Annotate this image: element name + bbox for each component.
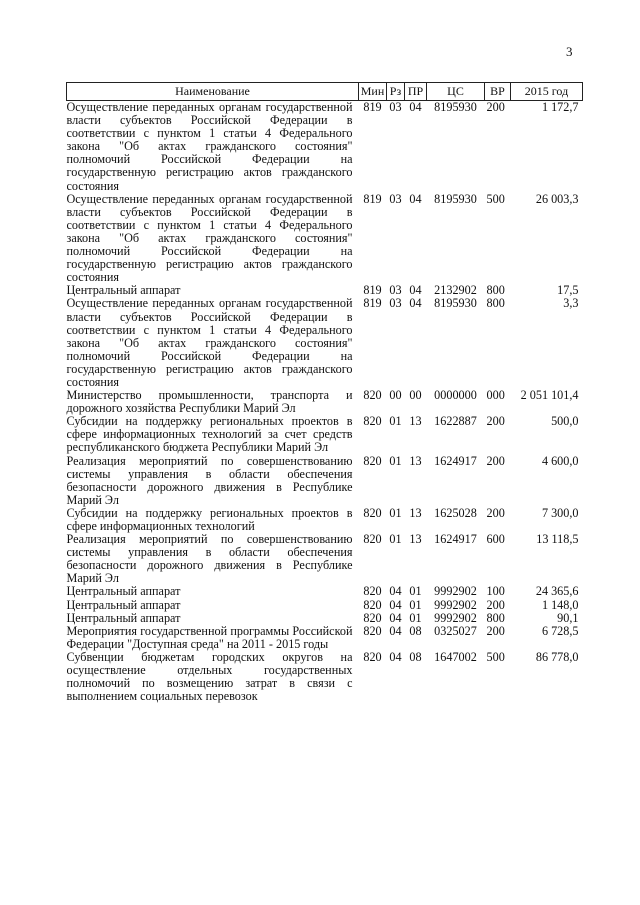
row-name: Осуществление переданных органам государственной власти субъектов Российской Федерации в соответствии с пунктом 1 статьи 4 Федерального закона "Об актах гражданского состояния" полномочий Российской Федерации на государственную регистрацию актов гражданского состояния bbox=[66, 296, 353, 389]
row-name: Центральный аппарат bbox=[66, 610, 181, 625]
row-sum: 17,5 bbox=[557, 283, 579, 298]
row-pr: 13 bbox=[409, 505, 422, 520]
row-sum: 3,3 bbox=[563, 296, 579, 311]
row-min: 820 bbox=[363, 623, 382, 638]
row-rz: 00 bbox=[389, 388, 402, 403]
row-min: 819 bbox=[363, 100, 382, 114]
table-row bbox=[67, 455, 583, 507]
row-vr: 200 bbox=[486, 505, 505, 520]
row-min: 819 bbox=[363, 283, 382, 298]
row-min: 820 bbox=[363, 597, 382, 612]
row-sum: 500,0 bbox=[551, 414, 579, 429]
row-min: 820 bbox=[363, 584, 382, 599]
row-name: Реализация мероприятий по совершенствованию системы управления в области обеспечения безопасности дорожного движения в Республике Марий Эл bbox=[66, 453, 353, 507]
row-min: 819 bbox=[363, 296, 382, 311]
budget-table bbox=[66, 82, 583, 703]
row-min: 820 bbox=[363, 414, 382, 429]
row-rz: 04 bbox=[389, 623, 402, 638]
table-row bbox=[67, 651, 583, 703]
row-min: 820 bbox=[363, 388, 382, 403]
row-sum: 7 300,0 bbox=[541, 505, 579, 520]
row-cs: 0000000 bbox=[434, 388, 477, 403]
row-name: Осуществление переданных органам государственной власти субъектов Российской Федерации в соответствии с пунктом 1 статьи 4 Федерального закона "Об актах гражданского состояния" полномочий Российской Федерации на государственную регистрацию актов гражданского состояния bbox=[66, 191, 353, 285]
row-pr: 13 bbox=[409, 532, 422, 547]
header-pr: ПР bbox=[405, 83, 427, 101]
row-pr: 08 bbox=[409, 649, 422, 664]
row-sum: 86 778,0 bbox=[535, 649, 579, 664]
row-rz: 03 bbox=[389, 283, 402, 298]
row-name: Центральный аппарат bbox=[66, 597, 181, 612]
row-sum: 13 118,5 bbox=[536, 532, 579, 547]
row-rz: 04 bbox=[389, 584, 402, 599]
row-sum: 90,1 bbox=[557, 610, 579, 625]
header-name: Наименование bbox=[67, 83, 359, 101]
row-min: 820 bbox=[363, 505, 382, 520]
row-name: Субвенции бюджетам городских округов на осуществление отдельных государственных полномочий по возмещению затрат в связи с выполнением социальных перевозок bbox=[66, 649, 353, 704]
table-row bbox=[67, 599, 583, 612]
row-vr: 800 bbox=[486, 283, 505, 298]
row-cs: 8195930 bbox=[434, 296, 477, 311]
row-vr: 200 bbox=[486, 100, 505, 114]
row-cs: 8195930 bbox=[434, 100, 477, 114]
row-pr: 08 bbox=[409, 623, 422, 638]
row-sum: 24 365,6 bbox=[535, 584, 579, 599]
header-vr: ВР bbox=[485, 83, 511, 101]
row-cs: 9992902 bbox=[434, 597, 477, 612]
row-pr: 04 bbox=[409, 283, 422, 298]
row-vr: 600 bbox=[486, 532, 505, 547]
row-cs: 9992902 bbox=[434, 584, 477, 599]
row-rz: 03 bbox=[389, 100, 402, 114]
row-cs: 1625028 bbox=[434, 505, 477, 520]
row-vr: 200 bbox=[486, 623, 505, 638]
table-row bbox=[67, 585, 583, 598]
table-row bbox=[67, 389, 583, 415]
row-name: Мероприятия государственной программы Российской Федерации "Доступная среда" на 2011 - 2015 годы bbox=[66, 623, 353, 651]
row-rz: 04 bbox=[389, 610, 402, 625]
row-rz: 03 bbox=[389, 296, 402, 311]
table-body bbox=[67, 101, 583, 704]
row-pr: 01 bbox=[409, 610, 422, 625]
row-rz: 01 bbox=[389, 414, 402, 429]
row-cs: 2132902 bbox=[434, 283, 477, 298]
header-min: Мин bbox=[359, 83, 387, 101]
header-cs: ЦС bbox=[427, 83, 485, 101]
table-row bbox=[67, 612, 583, 625]
row-name: Субсидии на поддержку региональных проектов в сфере информационных технологий за счет средств республиканского бюджета Республики Марий Эл bbox=[66, 414, 353, 455]
row-pr: 04 bbox=[409, 191, 422, 206]
row-rz: 03 bbox=[389, 191, 402, 206]
row-vr: 000 bbox=[486, 388, 505, 403]
table-header-row bbox=[67, 83, 583, 101]
row-name: Субсидии на поддержку региональных проектов в сфере информационных технологий bbox=[66, 505, 353, 533]
row-vr: 200 bbox=[486, 414, 505, 429]
row-name: Реализация мероприятий по совершенствованию системы управления в области обеспечения безопасности дорожного движения в Республике Марий Эл bbox=[66, 532, 353, 586]
table-row bbox=[67, 415, 583, 454]
row-rz: 01 bbox=[389, 532, 402, 547]
row-vr: 100 bbox=[486, 584, 505, 599]
row-cs: 1647002 bbox=[434, 649, 477, 664]
row-sum: 6 728,5 bbox=[541, 623, 579, 638]
row-name: Осуществление переданных органам государственной власти субъектов Российской Федерации в соответствии с пунктом 1 статьи 4 Федерального закона "Об актах гражданского состояния" полномочий Российской Федерации на государственную регистрацию актов гражданского состояния bbox=[66, 100, 353, 193]
row-cs: 9992902 bbox=[434, 610, 477, 625]
header-year: 2015 год bbox=[511, 83, 583, 101]
row-pr: 13 bbox=[409, 414, 422, 429]
row-min: 820 bbox=[363, 610, 382, 625]
table-row bbox=[67, 101, 583, 193]
row-pr: 00 bbox=[409, 388, 422, 403]
table-row bbox=[67, 193, 583, 285]
row-cs: 8195930 bbox=[434, 191, 477, 206]
row-rz: 01 bbox=[389, 505, 402, 520]
row-rz: 01 bbox=[389, 453, 402, 468]
row-cs: 1624917 bbox=[434, 532, 477, 547]
row-min: 820 bbox=[363, 453, 382, 468]
row-vr: 500 bbox=[486, 191, 505, 206]
row-sum: 1 172,7 bbox=[541, 100, 579, 114]
row-cs: 1624917 bbox=[434, 453, 477, 468]
table-row bbox=[67, 507, 583, 533]
row-vr: 800 bbox=[486, 610, 505, 625]
row-name: Центральный аппарат bbox=[66, 584, 181, 599]
row-rz: 04 bbox=[389, 597, 402, 612]
row-vr: 500 bbox=[486, 649, 505, 664]
row-sum: 26 003,3 bbox=[535, 191, 579, 206]
row-name: Министерство промышленности, транспорта и дорожного хозяйства Республики Марий Эл bbox=[66, 388, 353, 416]
row-sum: 2 051 101,4 bbox=[520, 388, 579, 403]
table-row bbox=[67, 625, 583, 651]
row-min: 819 bbox=[363, 191, 382, 206]
row-vr: 800 bbox=[486, 296, 505, 311]
header-rz: Рз bbox=[387, 83, 405, 101]
row-cs: 0325027 bbox=[434, 623, 477, 638]
row-vr: 200 bbox=[486, 453, 505, 468]
row-min: 820 bbox=[363, 649, 382, 664]
table-row bbox=[67, 297, 583, 389]
page-number: 3 bbox=[566, 44, 573, 59]
row-vr: 200 bbox=[486, 597, 505, 612]
row-pr: 13 bbox=[409, 453, 422, 468]
row-name: Центральный аппарат bbox=[66, 283, 181, 298]
row-cs: 1622887 bbox=[434, 414, 477, 429]
row-rz: 04 bbox=[389, 649, 402, 664]
row-pr: 01 bbox=[409, 597, 422, 612]
row-sum: 1 148,0 bbox=[541, 597, 579, 612]
row-sum: 4 600,0 bbox=[541, 453, 579, 468]
row-pr: 04 bbox=[409, 100, 422, 114]
row-min: 820 bbox=[363, 532, 382, 547]
table-row bbox=[67, 533, 583, 585]
row-pr: 01 bbox=[409, 584, 422, 599]
row-pr: 04 bbox=[409, 296, 422, 311]
